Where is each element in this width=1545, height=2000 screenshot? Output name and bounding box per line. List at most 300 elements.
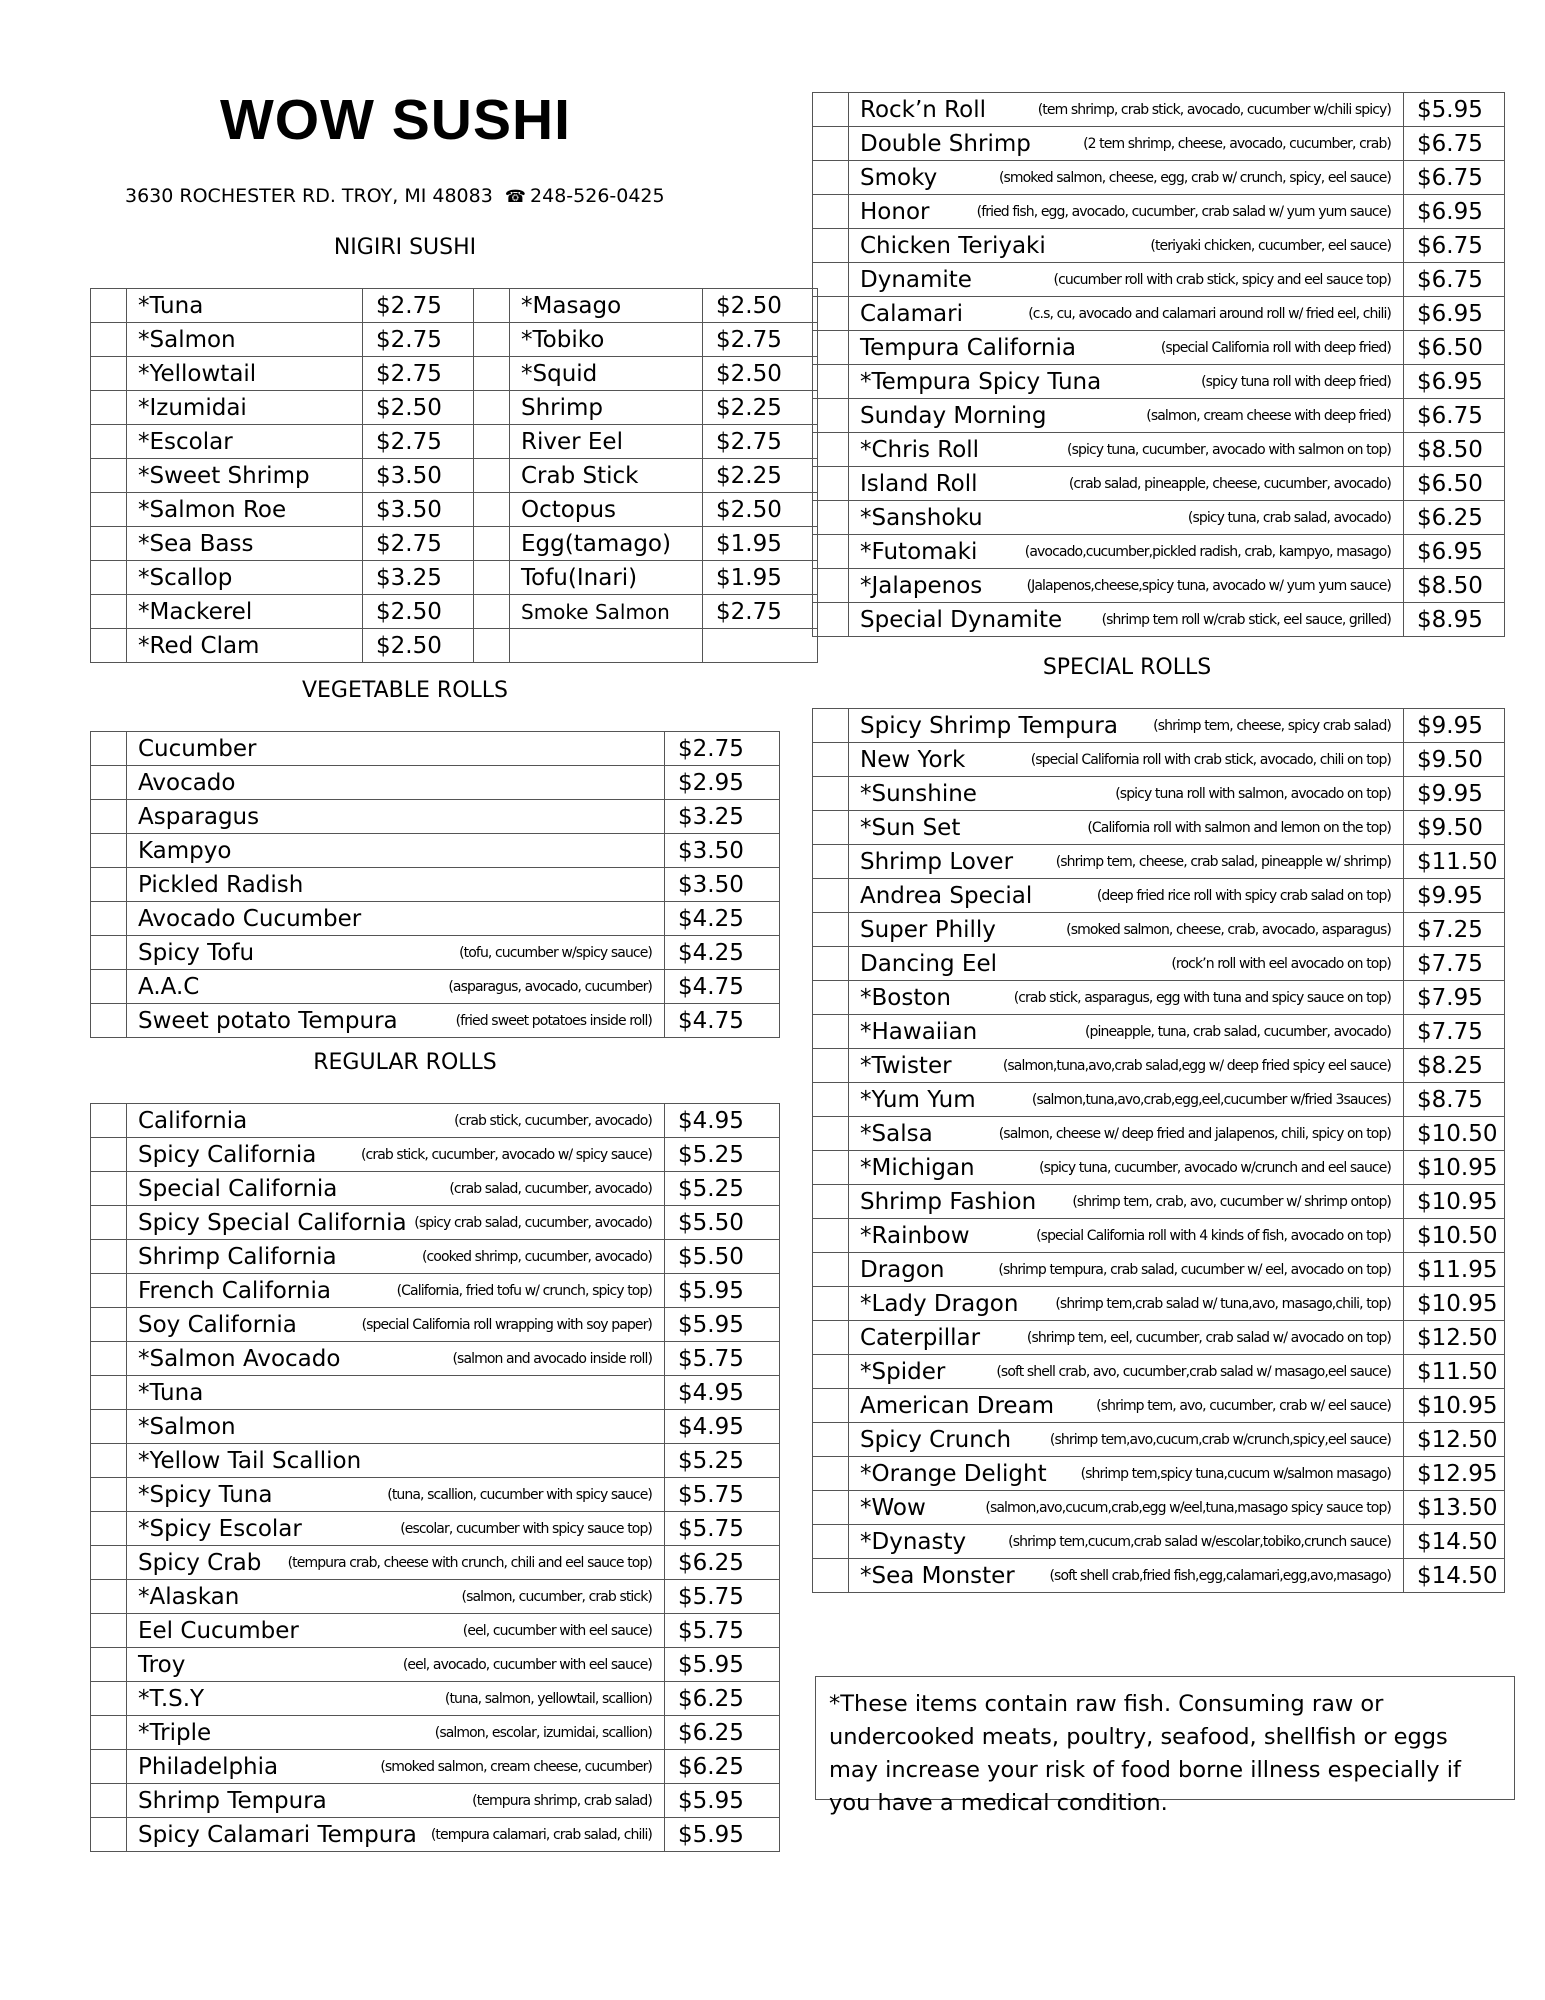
row-marker (91, 493, 127, 527)
item-cell (127, 1308, 665, 1342)
item-cell (849, 1151, 1404, 1185)
item-name: *Lady Dragon (860, 1290, 1019, 1317)
table-row (91, 493, 818, 527)
item-name: *Rainbow (860, 1222, 970, 1249)
row-marker (813, 1321, 849, 1355)
item-description: (cooked shrimp, cucumber, avocado) (421, 1248, 652, 1265)
item-description: (California roll with salmon and lemon on the top) (1087, 819, 1391, 836)
row-marker (91, 1648, 127, 1682)
special-rolls-table (812, 708, 1505, 1593)
item-description: (tem shrimp, crab stick, avocado, cucumber w/chili spicy) (1037, 101, 1391, 118)
item-price: $2.50 (363, 629, 474, 663)
item-cell (127, 834, 665, 868)
row-marker (91, 1138, 127, 1172)
item-price: $8.75 (1404, 1083, 1505, 1117)
item-cell (127, 1648, 665, 1682)
item-name: *Alaskan (138, 1583, 240, 1610)
row-marker (813, 161, 849, 195)
item-description: (salmon, cheese w/ deep fried and jalapenos, chili, spicy on top) (998, 1125, 1391, 1142)
item-price: $5.95 (1404, 93, 1505, 127)
item-description: (pineapple, tuna, crab salad, cucumber, avocado) (1084, 1023, 1391, 1040)
table-row (91, 289, 818, 323)
item-name: Tofu(Inari) (510, 561, 703, 595)
item-price: $4.95 (665, 1104, 780, 1138)
item-name: New York (860, 746, 966, 773)
item-name: *Sea Monster (860, 1562, 1015, 1589)
table-row (813, 161, 1505, 195)
item-price: $12.95 (1404, 1457, 1505, 1491)
table-row (813, 1083, 1505, 1117)
item-name: Sunday Morning (860, 402, 1047, 429)
item-name: Dynamite (860, 266, 972, 293)
row-marker (91, 834, 127, 868)
item-description: (crab stick, cucumber, avocado) (454, 1112, 652, 1129)
item-cell (127, 1580, 665, 1614)
row-marker (813, 331, 849, 365)
item-name: *T.S.Y (138, 1685, 205, 1712)
item-name (510, 629, 703, 663)
row-marker (91, 936, 127, 970)
item-name: *Salsa (860, 1120, 933, 1147)
item-price: $12.50 (1404, 1321, 1505, 1355)
row-marker (91, 1716, 127, 1750)
row-marker (91, 1580, 127, 1614)
table-row (91, 1004, 780, 1038)
item-description: (spicy tuna roll with deep fried) (1201, 373, 1391, 390)
table-row (91, 800, 780, 834)
item-cell (127, 766, 665, 800)
item-cell (127, 1206, 665, 1240)
table-row (91, 1274, 780, 1308)
item-description: (special California roll with 4 kinds of fish, avocado on top) (1036, 1227, 1391, 1244)
row-marker (813, 467, 849, 501)
table-row (813, 93, 1505, 127)
item-price: $6.75 (1404, 127, 1505, 161)
raw-fish-disclaimer: *These items contain raw fish. Consuming raw or undercooked meats, poultry, seafood, shellfish or eggs may increase your risk of food borne illness especially if you have a medical condition. (815, 1676, 1515, 1800)
item-cell (127, 1512, 665, 1546)
item-cell (127, 1004, 665, 1038)
row-marker (813, 1423, 849, 1457)
item-name: *Tuna (127, 289, 363, 323)
item-description: (salmon and avocado inside roll) (452, 1350, 652, 1367)
item-name: *Michigan (860, 1154, 975, 1181)
item-name: *Jalapenos (860, 572, 983, 599)
item-name: Spicy California (138, 1141, 317, 1168)
item-price: $2.75 (363, 289, 474, 323)
item-price: $2.75 (363, 527, 474, 561)
item-price: $9.95 (1404, 879, 1505, 913)
row-marker (813, 1253, 849, 1287)
item-cell (849, 195, 1404, 229)
item-cell (849, 1049, 1404, 1083)
item-price: $9.95 (1404, 777, 1505, 811)
item-name: Shrimp Lover (860, 848, 1014, 875)
table-row (813, 1355, 1505, 1389)
item-cell (849, 331, 1404, 365)
table-row (91, 1104, 780, 1138)
item-cell (849, 1287, 1404, 1321)
item-price: $10.95 (1404, 1185, 1505, 1219)
item-price: $10.95 (1404, 1151, 1505, 1185)
item-cell (127, 1614, 665, 1648)
restaurant-address-line (125, 185, 665, 207)
item-cell (849, 161, 1404, 195)
item-name: *Futomaki (860, 538, 978, 565)
item-price: $3.25 (363, 561, 474, 595)
table-row (91, 1818, 780, 1852)
item-cell (127, 1716, 665, 1750)
item-price: $11.50 (1404, 1355, 1505, 1389)
item-price: $11.95 (1404, 1253, 1505, 1287)
table-row (91, 1478, 780, 1512)
item-price: $2.75 (703, 425, 818, 459)
row-marker (813, 1457, 849, 1491)
table-row (813, 229, 1505, 263)
item-cell (127, 1478, 665, 1512)
table-row (91, 1750, 780, 1784)
item-name: Dragon (860, 1256, 945, 1283)
item-name: *Sea Bass (127, 527, 363, 561)
item-cell (849, 399, 1404, 433)
table-row (91, 391, 818, 425)
row-marker (813, 127, 849, 161)
item-description: (salmon,tuna,avo,crab salad,egg w/ deep fried spicy eel sauce) (1002, 1057, 1391, 1074)
item-price (703, 629, 818, 663)
item-name: Soy California (138, 1311, 297, 1338)
item-name: *Triple (138, 1719, 212, 1746)
item-price: $2.25 (703, 459, 818, 493)
table-row (91, 425, 818, 459)
row-marker (474, 289, 510, 323)
item-price: $6.95 (1404, 365, 1505, 399)
item-price: $10.95 (1404, 1287, 1505, 1321)
item-price: $7.75 (1404, 947, 1505, 981)
item-description: (California, fried tofu w/ crunch, spicy top) (396, 1282, 652, 1299)
row-marker (91, 1818, 127, 1852)
item-price: $5.25 (665, 1172, 780, 1206)
item-description: (escolar, cucumber with spicy sauce top) (400, 1520, 652, 1537)
table-row (813, 777, 1505, 811)
phone-icon: ☎ (504, 187, 527, 207)
item-name: Special Dynamite (860, 606, 1063, 633)
table-row (91, 459, 818, 493)
table-row (813, 501, 1505, 535)
item-price: $5.75 (665, 1512, 780, 1546)
item-name: *Sun Set (860, 814, 961, 841)
item-price: $5.95 (665, 1784, 780, 1818)
item-description: (eel, cucumber with eel sauce) (462, 1622, 652, 1639)
item-price: $8.50 (1404, 569, 1505, 603)
table-row (91, 1172, 780, 1206)
item-price: $2.75 (363, 425, 474, 459)
item-name: Calamari (860, 300, 963, 327)
item-name: *Sanshoku (860, 504, 983, 531)
vegetable-rolls-heading: VEGETABLE ROLLS (301, 678, 508, 703)
item-price: $9.50 (1404, 743, 1505, 777)
item-price: $8.95 (1404, 603, 1505, 637)
item-description: (crab salad, cucumber, avocado) (449, 1180, 652, 1197)
phone-number[interactable]: 248-526-0425 (530, 185, 665, 207)
item-name: *Salmon Roe (127, 493, 363, 527)
table-row (813, 913, 1505, 947)
table-row (91, 357, 818, 391)
row-marker (474, 323, 510, 357)
row-marker (91, 1172, 127, 1206)
item-name: Egg(tamago) (510, 527, 703, 561)
item-cell (849, 501, 1404, 535)
item-price: $2.75 (703, 595, 818, 629)
item-price: $5.25 (665, 1138, 780, 1172)
item-name: *Tuna (138, 1379, 204, 1406)
item-cell (127, 1172, 665, 1206)
item-description: (shrimp tem, avo, cucumber, crab w/ eel sauce) (1096, 1397, 1391, 1414)
item-price: $8.50 (1404, 433, 1505, 467)
item-description: (Jalapenos,cheese,spicy tuna, avocado w/ yum yum sauce) (1026, 577, 1391, 594)
table-row (813, 433, 1505, 467)
item-description: (soft shell crab,fried fish,egg,calamari,egg,avo,masago) (1049, 1567, 1391, 1584)
item-description: (tempura shrimp, crab salad) (472, 1792, 652, 1809)
item-cell (849, 1219, 1404, 1253)
table-row (91, 902, 780, 936)
item-cell (849, 603, 1404, 637)
table-row (91, 1580, 780, 1614)
item-name: *Salmon (127, 323, 363, 357)
item-cell (849, 297, 1404, 331)
item-description: (rock’n roll with eel avocado on top) (1171, 955, 1391, 972)
item-name: *Yellowtail (127, 357, 363, 391)
item-price: $10.50 (1404, 1219, 1505, 1253)
item-description: (fried sweet potatoes inside roll) (455, 1012, 652, 1029)
table-row (91, 1138, 780, 1172)
item-description: (crab stick, asparagus, egg with tuna and spicy sauce on top) (1013, 989, 1391, 1006)
table-row (813, 467, 1505, 501)
item-name: French California (138, 1277, 331, 1304)
item-price: $9.50 (1404, 811, 1505, 845)
row-marker (91, 1206, 127, 1240)
table-row (813, 365, 1505, 399)
item-name: Spicy Tofu (138, 939, 255, 966)
row-marker (91, 1682, 127, 1716)
item-price: $5.75 (665, 1478, 780, 1512)
row-marker (813, 1049, 849, 1083)
item-name: *Masago (510, 289, 703, 323)
item-description: (spicy crab salad, cucumber, avocado) (414, 1214, 652, 1231)
table-row (91, 1240, 780, 1274)
item-price: $3.50 (665, 834, 780, 868)
item-cell (849, 1321, 1404, 1355)
row-marker (813, 195, 849, 229)
table-row (813, 811, 1505, 845)
item-cell (849, 263, 1404, 297)
row-marker (91, 902, 127, 936)
table-row (813, 1253, 1505, 1287)
table-row (91, 595, 818, 629)
item-price: $12.50 (1404, 1423, 1505, 1457)
item-cell (849, 1355, 1404, 1389)
table-row (91, 1444, 780, 1478)
item-price: $6.50 (1404, 467, 1505, 501)
item-price: $5.95 (665, 1648, 780, 1682)
item-description: (shrimp tem,spicy tuna,cucum w/salmon masago) (1080, 1465, 1391, 1482)
table-row (813, 1049, 1505, 1083)
special-rolls-heading: SPECIAL ROLLS (1042, 655, 1212, 680)
regular-rolls-heading: REGULAR ROLLS (313, 1050, 497, 1075)
item-cell (849, 845, 1404, 879)
row-marker (813, 947, 849, 981)
row-marker (91, 561, 127, 595)
item-name: American Dream (860, 1392, 1055, 1419)
row-marker (91, 323, 127, 357)
table-row (813, 743, 1505, 777)
item-name: *Squid (510, 357, 703, 391)
item-price: $10.95 (1404, 1389, 1505, 1423)
item-cell (127, 800, 665, 834)
item-name: Crab Stick (510, 459, 703, 493)
item-price: $5.50 (665, 1206, 780, 1240)
table-row (91, 936, 780, 970)
row-marker (813, 1015, 849, 1049)
table-row (813, 981, 1505, 1015)
item-name: Asparagus (138, 803, 260, 830)
row-marker (91, 1750, 127, 1784)
row-marker (91, 1274, 127, 1308)
item-cell (127, 1104, 665, 1138)
row-marker (91, 1376, 127, 1410)
item-description: (cucumber roll with crab stick, spicy and eel sauce top) (1053, 271, 1391, 288)
row-marker (91, 1784, 127, 1818)
item-price: $6.50 (1404, 331, 1505, 365)
row-marker (91, 425, 127, 459)
row-marker (91, 1512, 127, 1546)
item-price: $3.50 (665, 868, 780, 902)
item-price: $5.95 (665, 1274, 780, 1308)
item-name: Kampyo (138, 837, 232, 864)
item-description: (special California roll with crab stick, avocado, chili on top) (1030, 751, 1391, 768)
item-description: (tempura calamari, crab salad, chili) (430, 1826, 652, 1843)
item-cell (849, 535, 1404, 569)
item-name: *Sweet Shrimp (127, 459, 363, 493)
item-price: $3.50 (363, 459, 474, 493)
item-price: $2.25 (703, 391, 818, 425)
item-price: $6.25 (1404, 501, 1505, 535)
item-name: *Hawaiian (860, 1018, 978, 1045)
vegetable-rolls-table (90, 731, 780, 1038)
row-marker (91, 1444, 127, 1478)
item-cell (849, 709, 1404, 743)
item-cell (849, 777, 1404, 811)
item-price: $7.25 (1404, 913, 1505, 947)
item-cell (849, 1015, 1404, 1049)
table-row (91, 970, 780, 1004)
table-row (91, 1682, 780, 1716)
table-row (813, 399, 1505, 433)
table-row (813, 1423, 1505, 1457)
item-description: (soft shell crab, avo, cucumber,crab salad w/ masago,eel sauce) (996, 1363, 1391, 1380)
item-name: Shrimp California (138, 1243, 337, 1270)
item-description: (deep fried rice roll with spicy crab salad on top) (1096, 887, 1391, 904)
table-row (813, 263, 1505, 297)
item-cell (127, 1342, 665, 1376)
item-cell (127, 970, 665, 1004)
item-description: (smoked salmon, cheese, egg, crab w/ crunch, spicy, eel sauce) (998, 169, 1391, 186)
item-name: *Orange Delight (860, 1460, 1047, 1487)
item-cell (849, 569, 1404, 603)
regular-rolls-continued-table (812, 92, 1505, 637)
row-marker (474, 391, 510, 425)
row-marker (813, 1525, 849, 1559)
item-cell (849, 981, 1404, 1015)
item-description: (tuna, scallion, cucumber with spicy sauce) (387, 1486, 652, 1503)
item-price: $6.25 (665, 1716, 780, 1750)
row-marker (474, 595, 510, 629)
item-name: Avocado Cucumber (138, 905, 362, 932)
item-name: *Spider (860, 1358, 946, 1385)
item-cell (127, 1818, 665, 1852)
table-row (91, 1206, 780, 1240)
row-marker (91, 595, 127, 629)
table-row (813, 297, 1505, 331)
item-price: $5.25 (665, 1444, 780, 1478)
item-price: $5.75 (665, 1342, 780, 1376)
item-description: (smoked salmon, cream cheese, cucumber) (380, 1758, 652, 1775)
restaurant-name: WOW SUSHI (220, 88, 571, 152)
row-marker (813, 603, 849, 637)
item-cell (127, 1444, 665, 1478)
item-description: (asparagus, avocado, cucumber) (448, 978, 652, 995)
item-cell (127, 902, 665, 936)
item-name: Spicy Crab (138, 1549, 262, 1576)
item-cell (127, 1138, 665, 1172)
item-description: (smoked salmon, cheese, crab, avocado, asparagus) (1066, 921, 1391, 938)
item-price: $2.75 (363, 357, 474, 391)
table-row (813, 1525, 1505, 1559)
row-marker (813, 365, 849, 399)
item-cell (849, 127, 1404, 161)
table-row (91, 1410, 780, 1444)
item-price: $5.50 (665, 1240, 780, 1274)
item-cell (127, 732, 665, 766)
row-marker (91, 357, 127, 391)
item-name: *Red Clam (127, 629, 363, 663)
item-price: $6.25 (665, 1682, 780, 1716)
address: 3630 ROCHESTER RD. TROY, MI 48083 (125, 185, 493, 207)
row-marker (813, 433, 849, 467)
item-price: $4.75 (665, 1004, 780, 1038)
item-name: Troy (138, 1651, 186, 1678)
row-marker (813, 777, 849, 811)
item-description: (spicy tuna, cucumber, avocado with salmon on top) (1067, 441, 1391, 458)
row-marker (474, 459, 510, 493)
item-price: $2.75 (703, 323, 818, 357)
item-cell (127, 1376, 665, 1410)
item-price: $10.50 (1404, 1117, 1505, 1151)
item-name: *Chris Roll (860, 436, 980, 463)
item-description: (2 tem shrimp, cheese, avocado, cucumber, crab) (1083, 135, 1391, 152)
row-marker (813, 1491, 849, 1525)
item-description: (salmon, escolar, izumidai, scallion) (434, 1724, 652, 1741)
item-description: (shrimp tem, cheese, spicy crab salad) (1153, 717, 1391, 734)
item-price: $1.95 (703, 561, 818, 595)
table-row (813, 1389, 1505, 1423)
item-cell (127, 1750, 665, 1784)
item-price: $5.75 (665, 1614, 780, 1648)
table-row (91, 1512, 780, 1546)
item-name: Shrimp Tempura (138, 1787, 327, 1814)
table-row (813, 845, 1505, 879)
item-price: $8.25 (1404, 1049, 1505, 1083)
item-description: (salmon, cream cheese with deep fried) (1146, 407, 1391, 424)
row-marker (813, 845, 849, 879)
